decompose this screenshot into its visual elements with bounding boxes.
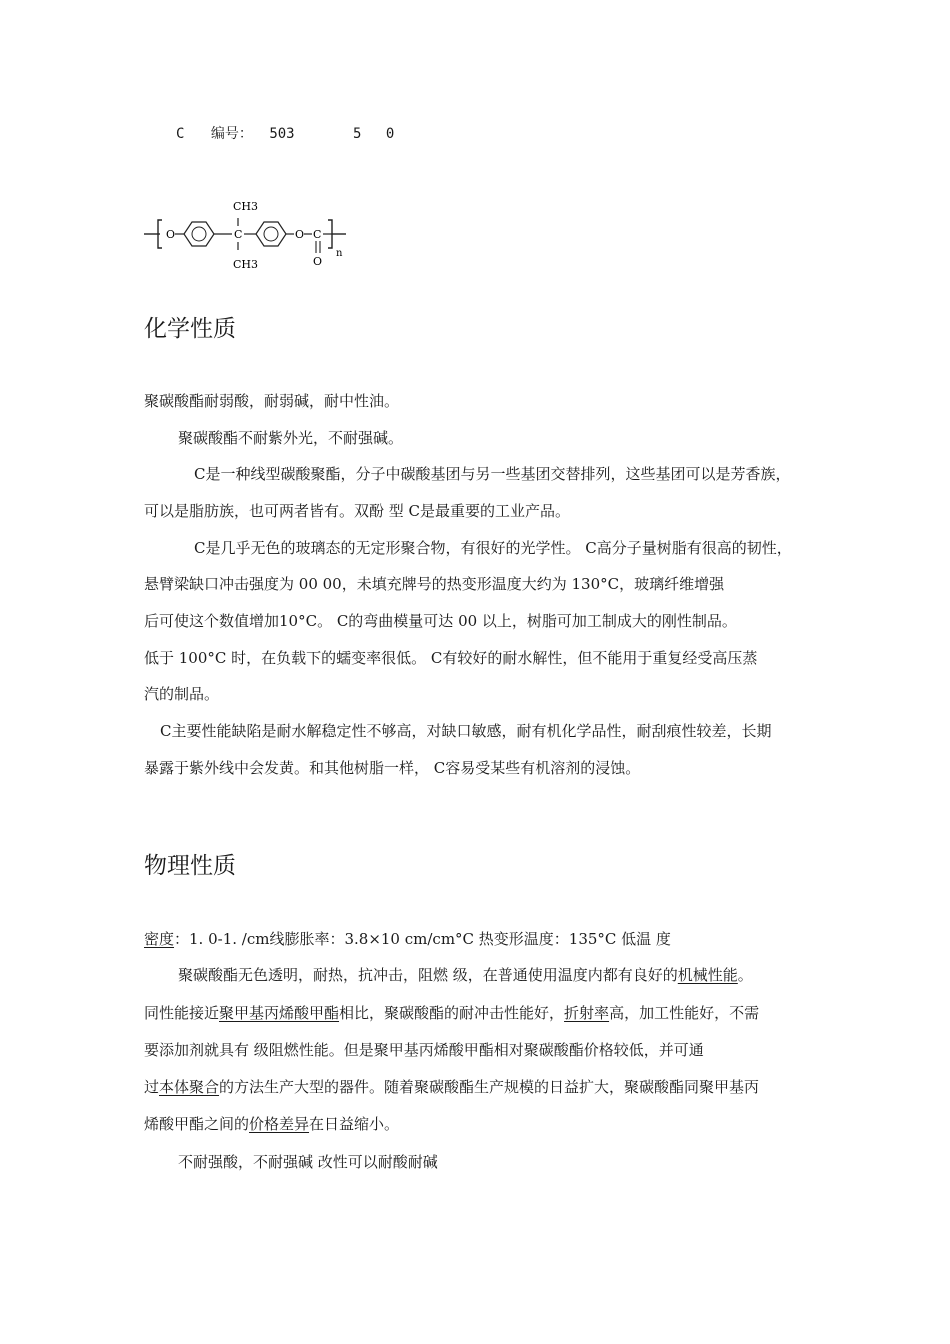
chem-paragraph-4-line-2: 悬臂梁缺口冲击强度为 00 00，未填充牌号的热变形温度大约为 130°C，玻璃纤维增强 [144,575,725,593]
polycarbonate-structure-diagram [140,190,360,280]
cas-number-part2: 5 [353,126,362,142]
price-difference-link[interactable]: 价格差异 [249,1115,310,1133]
chem-paragraph-5-line-1: C主要性能缺陷是耐水解稳定性不够高，对缺口敏感，耐有机化学品性，耐刮痕性较差，长期 [160,722,772,740]
physical-specs-line [144,929,671,949]
benzene-ring-2 [256,222,286,246]
chem-paragraph-4-line-4: 低于 100°C 时，在负载下的蠕变率很低。 C有较好的耐水解性，但不能用于重复经受高压蒸 [144,649,758,667]
phys-paragraph-line-4: 过本体聚合的方法生产大型的器件。随着聚碳酸酯生产规模的日益扩大，聚碳酸酯同聚甲基丙 [144,1078,760,1096]
density-link[interactable]: 密度 [144,930,175,948]
central-carbon-label: C [234,228,243,241]
chem-paragraph-1: 聚碳酸酯耐弱酸，耐弱碱，耐中性油。 [144,392,400,410]
repeat-unit-n-label: n [336,248,343,259]
chemical-properties-heading: 化学性质 [144,316,236,342]
chem-paragraph-4-line-3: 后可使这个数值增加10°C。 C的弯曲模量可达 00 以上，树脂可加工制成大的刚性制品。 [144,612,737,630]
phys-paragraph-line-1: 聚碳酸酯无色透明，耐热，抗冲击，阻燃 级，在普通使用温度内都有良好的机械性能。 [178,966,753,984]
chem-paragraph-3-line-1: C是一种线型碳酸聚酯，分子中碳酸基团与另一些基团交替排列，这些基团可以是芳香族， [194,465,791,483]
chem-paragraph-2: 聚碳酸酯不耐紫外光，不耐强碱。 [178,429,404,447]
cas-number-part3: 0 [385,126,395,142]
carbonyl-oxygen-label: O [313,255,323,268]
carbonyl-carbon-label: C [313,228,322,241]
chem-paragraph-4-line-1: C是几乎无色的玻璃态的无定形聚合物，有很好的光学性。 C高分子量树脂有很高的韧性， [194,539,792,557]
cas-number: 503 [269,126,295,142]
phys-paragraph-line-6: 不耐强酸，不耐强碱 改性可以耐酸耐碱 [178,1153,438,1171]
physical-specs-values: ：1. 0-1. /cm线膨胀率：3.8×10 cm/cm°C 热变形温度：135°C 低温 度 [174,930,671,948]
methyl-bottom-label: CH3 [233,258,259,271]
pmma-link[interactable]: 聚甲基丙烯酸甲酯 [219,1004,340,1022]
physical-properties-heading: 物理性质 [144,853,236,879]
mechanical-properties-link[interactable]: 机械性能 [677,966,738,984]
cas-prefix: C [176,126,185,142]
refractive-index-link[interactable]: 折射率 [564,1004,610,1022]
oxygen-left-label: O [166,228,176,241]
phys-paragraph-line-2: 同性能接近聚甲基丙烯酸甲酯相比，聚碳酸酯的耐冲击性能好，折射率高，加工性能好，不需 [144,1004,760,1022]
methyl-top-label: CH3 [233,200,259,213]
phys-paragraph-line-5: 烯酸甲酯之间的价格差异在日益缩小。 [144,1115,400,1133]
chem-paragraph-3-line-2: 可以是脂肪族，也可两者皆有。双酚 型 C是最重要的工业产品。 [144,502,571,520]
phys-paragraph-line-3: 要添加剂就具有 级阻燃性能。但是聚甲基丙烯酸甲酯相对聚碳酸酯价格较低，并可通 [144,1041,704,1059]
bulk-polymerization-link[interactable]: 本体聚合 [159,1078,220,1096]
cas-label: 编号： [210,126,253,142]
cas-number-line [176,124,394,144]
oxygen-right-label: O [295,228,305,241]
benzene-ring-1 [184,222,214,246]
chem-paragraph-4-line-5: 汽的制品。 [144,685,220,703]
chem-paragraph-5-line-2: 暴露于紫外线中会发黄。和其他树脂一样， C容易受某些有机溶剂的浸蚀。 [144,759,641,777]
